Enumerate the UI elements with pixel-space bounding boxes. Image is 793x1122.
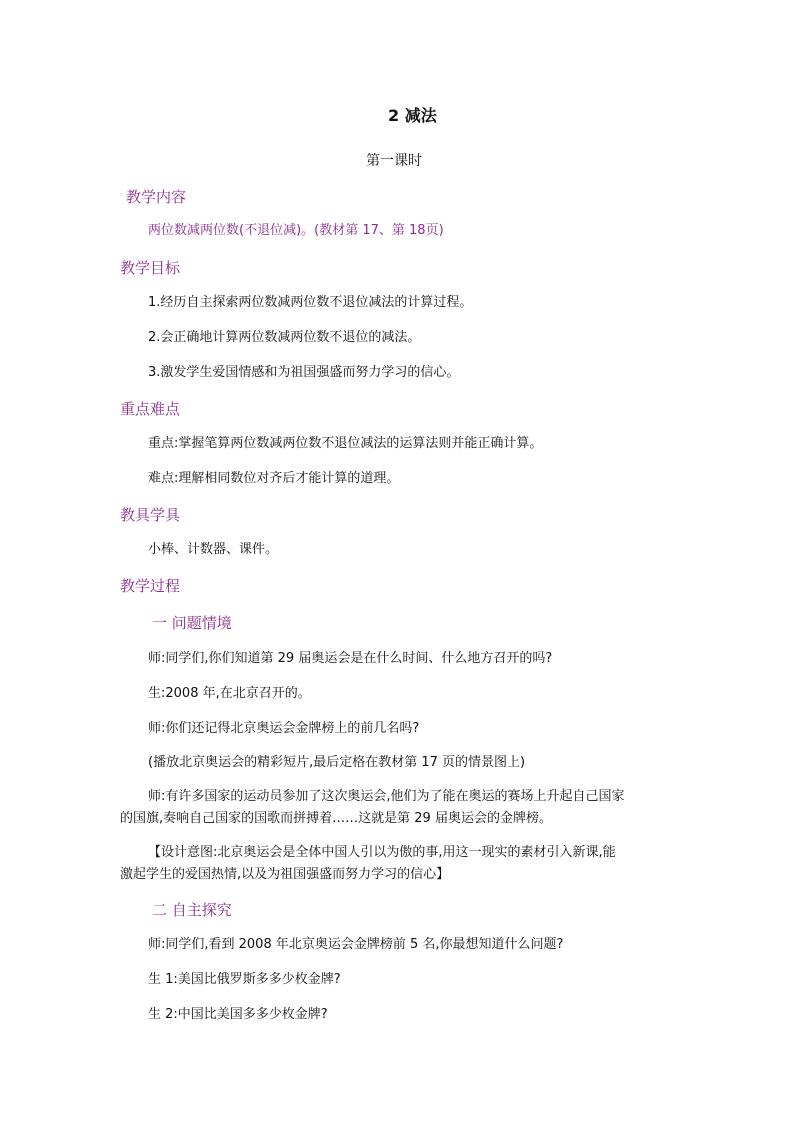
dialogue-line: 生 2:中国比美国多多少枚金牌? <box>148 1007 328 1022</box>
design-intent-note: 【设计意图:北京奥运会是全体中国人引以为傲的事,用这一现实的素材引入新课,能激起学生的爱国热情,以及为祖国强盛而努力学习的信心】 <box>120 845 616 882</box>
dialogue-paragraph: 师:有许多国家的运动员参加了这次奥运会,他们为了能在奥运的赛场上升起自己国家的国旗,奏响自己国家的国歌而拼搏着……这就是第 29 届奥运会的金牌榜。 <box>120 789 625 826</box>
subheading-self-exploration: 二 自主探究 <box>152 901 232 919</box>
page-title: 2 减法 <box>388 106 437 125</box>
goal-item: 2.会正确地计算两位数减两位数不退位的减法。 <box>148 330 421 345</box>
goal-item: 1.经历自主探索两位数减两位数不退位减法的计算过程。 <box>148 295 473 310</box>
dialogue-line: 生 1:美国比俄罗斯多多少枚金牌? <box>148 972 341 987</box>
section-heading-content: 教学内容 <box>126 188 187 206</box>
subheading-problem-situation: 一 问题情境 <box>152 614 232 632</box>
dialogue-line: 师:同学们,看到 2008 年北京奥运会金牌榜前 5 名,你最想知道什么问题? <box>148 937 564 952</box>
dialogue-line: 师:你们还记得北京奥运会金牌榜上的前几名吗? <box>148 721 420 736</box>
lesson-subtitle: 第一课时 <box>366 153 422 169</box>
dialogue-line: 师:同学们,你们知道第 29 届奥运会是在什么时间、什么地方召开的吗? <box>148 651 553 666</box>
content-text: 两位数减两位数(不退位减)。(教材第 17、第 18页) <box>148 223 444 238</box>
dialogue-line: (播放北京奥运会的精彩短片,最后定格在教材第 17 页的情景图上) <box>148 755 526 770</box>
dialogue-line: 生:2008 年,在北京召开的。 <box>148 686 311 701</box>
keypoint-item: 重点:掌握笔算两位数减两位数不退位减法的运算法则并能正确计算。 <box>148 436 543 451</box>
tools-text: 小棒、计数器、课件。 <box>148 542 279 557</box>
keypoint-item: 难点:理解相同数位对齐后才能计算的道理。 <box>148 471 400 486</box>
goal-item: 3.激发学生爱国情感和为祖国强盛而努力学习的信心。 <box>148 365 460 380</box>
section-heading-keypoints: 重点难点 <box>120 400 181 418</box>
section-heading-tools: 教具学具 <box>120 506 181 524</box>
section-heading-process: 教学过程 <box>120 577 181 595</box>
section-heading-goals: 教学目标 <box>120 259 181 277</box>
